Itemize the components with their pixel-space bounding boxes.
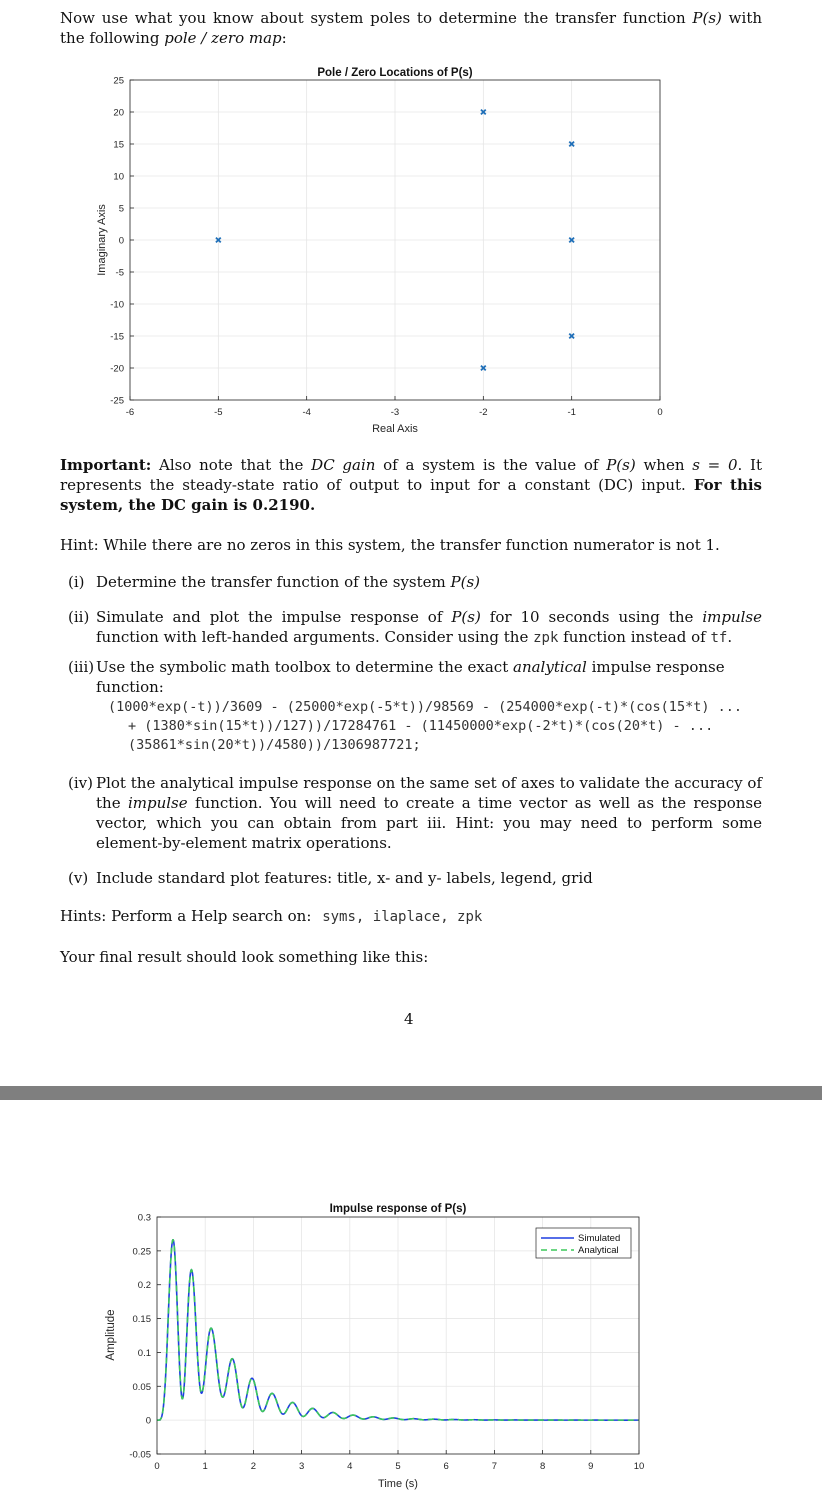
final-text: Your final result should look something like this: (60, 948, 429, 966)
ir-ytick-label: 0.1 (137, 1347, 151, 1359)
hints-search-code: syms, ilaplace, zpk (322, 909, 483, 925)
item-ii-code-zpk: zpk (533, 630, 559, 646)
important-dc-value: For this system, the DC gain is 0.2190. (60, 476, 763, 514)
legend-analytical-label: Analytical (578, 1245, 619, 1256)
pz-ylabel: Imaginary Axis (96, 204, 108, 276)
important-dc-term: DC gain (311, 456, 376, 474)
pz-xtick-label: -6 (125, 407, 135, 418)
pz-ytick-label: 0 (118, 235, 124, 247)
important-func: P(s) (606, 456, 636, 474)
item-ii-code-tf: tf (710, 630, 728, 646)
item-iii-em: analytical (513, 658, 587, 676)
pz-xtick-label: -2 (479, 407, 488, 418)
impulse-chart (100, 1195, 660, 1495)
item-iii-text-1: Use the symbolic math toolbox to determine the exact (96, 658, 513, 676)
pz-xtick-label: -5 (214, 407, 223, 418)
pz-ytick-label: 15 (113, 139, 124, 151)
ir-ytick-label: 0.05 (132, 1381, 151, 1393)
important-text-2: of a system is the value of (375, 456, 607, 474)
item-ii-num: (ii) (68, 608, 90, 626)
intro-func: P(s) (692, 9, 722, 27)
pz-xlabel: Real Axis (372, 423, 418, 435)
item-i-text: Determine the transfer function of the system (96, 573, 451, 591)
pz-ytick-label: -25 (110, 395, 124, 407)
item-ii-func: P(s) (451, 608, 481, 626)
important-text-1: Also note that the (151, 456, 312, 474)
pz-title: Pole / Zero Locations of P(s) (317, 67, 473, 79)
item-iv-text-2: function. You will need to create a time vector as well as the response vector, which you can obtain from part iii. Hint: you may need to perform some element-by-element matrix operations. (96, 794, 762, 852)
page-break (0, 1086, 822, 1100)
ir-ytick-label: 0 (145, 1415, 151, 1427)
intro-text-1: Now use what you know about system poles to determine the transfer function (60, 9, 693, 27)
item-ii-text-3: function with left-handed arguments. Consider using the (96, 628, 534, 646)
pz-ticks (110, 76, 662, 419)
item-ii-text-2: for 10 seconds using the (480, 608, 703, 626)
hint-text: Hint: While there are no zeros in this system, the transfer function numerator is not 1. (60, 536, 720, 554)
intro-text-3: : (281, 29, 287, 47)
pz-xtick-label: -1 (567, 407, 576, 418)
pz-ytick-label: 5 (118, 203, 124, 215)
pz-ytick-label: -20 (110, 363, 124, 375)
pz-ytick-label: -10 (110, 299, 124, 311)
item-v (68, 868, 768, 888)
pz-ytick-label: 20 (113, 107, 124, 119)
ir-xtick-label: 0 (154, 1461, 160, 1472)
legend-simulated-label: Simulated (578, 1233, 621, 1244)
important-cond: s = 0 (692, 456, 738, 474)
ir-xtick-label: 7 (491, 1461, 498, 1472)
pz-xtick-label: 0 (657, 407, 663, 418)
pz-ytick-label: -5 (115, 267, 124, 279)
item-ii-text-1: Simulate and plot the impulse response of (96, 608, 452, 626)
ir-legend (536, 1228, 631, 1258)
ir-xtick-label: 3 (298, 1461, 305, 1472)
ir-ytick-label: 0.3 (137, 1212, 151, 1224)
ir-xtick-label: 10 (633, 1461, 645, 1472)
item-ii (68, 607, 762, 648)
item-i (68, 572, 768, 592)
hints-search (60, 906, 482, 927)
pz-ytick-label: 10 (113, 171, 124, 183)
item-v-text: Include standard plot features: title, x- and y- labels, legend, grid (96, 869, 593, 887)
ir-ytick-label: 0.15 (132, 1314, 151, 1326)
item-iv-text-1: Plot the analytical impulse response on the same set of axes to validate the accuracy of the (96, 774, 762, 812)
code-line-1: (1000*exp(-t))/3609 - (25000*exp(-5*t))/98569 - (254000*exp(-t)*(cos(15*t) ... (108, 699, 742, 715)
important-label: Important: (60, 456, 152, 474)
item-iv-num: (iv) (68, 774, 93, 792)
hints-search-label: Hints: Perform a Help search on: (60, 907, 312, 925)
pz-ytick-label: -15 (110, 331, 124, 343)
ir-ytick-label: 0.25 (132, 1246, 151, 1258)
item-iv-fn: impulse (127, 794, 188, 812)
important-text-3: when (635, 456, 693, 474)
item-iii-text-2: impulse response function: (96, 658, 725, 696)
intro-text-2: with the following (60, 9, 763, 47)
pz-ytick-label: 25 (113, 75, 124, 87)
ir-ytick-label: 0.2 (137, 1280, 151, 1292)
code-line-2: + (1380*sin(15*t))/127))/17284761 - (11450000*exp(-2*t)*(cos(20*t) - ... (128, 718, 714, 734)
ir-xtick-label: 9 (588, 1461, 594, 1472)
intro-emph: pole / zero map (164, 29, 282, 47)
item-iv (68, 773, 762, 853)
ir-title: Impulse response of P(s) (329, 1203, 467, 1215)
item-ii-text-5: . (727, 628, 733, 646)
pole-zero-chart (95, 60, 675, 440)
item-ii-fn: impulse (702, 608, 762, 626)
item-i-func: P(s) (450, 573, 481, 591)
pz-xtick-label: -3 (390, 407, 400, 418)
ir-ytick-label: -0.05 (129, 1449, 151, 1461)
page-number: 4 (404, 1010, 414, 1028)
pz-grid (130, 80, 660, 400)
item-iii-num: (iii) (68, 658, 95, 676)
item-iii (68, 657, 768, 697)
ir-ylabel: Amplitude (105, 1309, 117, 1361)
important-paragraph (60, 455, 762, 515)
ir-xlabel: Time (s) (378, 1478, 418, 1490)
pz-xtick-label: -4 (302, 407, 311, 418)
ir-xtick-label: 2 (250, 1461, 257, 1472)
code-line-3: (35861*sin(20*t))/4580))/1306987721; (128, 737, 421, 753)
item-i-num: (i) (68, 573, 85, 591)
ir-xtick-label: 4 (347, 1461, 353, 1472)
intro-paragraph (60, 8, 762, 48)
ir-xtick-label: 5 (395, 1461, 401, 1472)
item-v-num: (v) (68, 869, 89, 887)
ir-xtick-label: 8 (539, 1461, 546, 1472)
ir-xtick-label: 1 (202, 1461, 208, 1472)
ir-xtick-label: 6 (443, 1461, 449, 1472)
item-ii-text-4: function instead of (558, 628, 711, 646)
important-text-4: . It represents the steady-state ratio of output to input for a constant (DC) input. (60, 456, 762, 494)
